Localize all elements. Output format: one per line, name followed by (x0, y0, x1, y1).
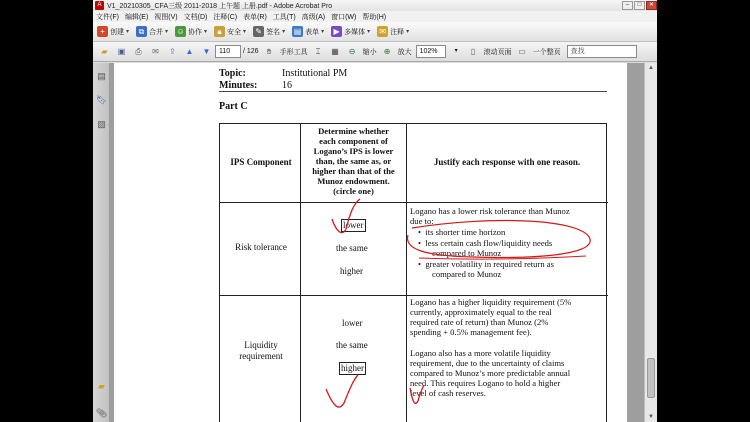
menu-view[interactable]: 视图(V) (154, 13, 178, 21)
signatures-icon[interactable]: ▧ (97, 119, 106, 129)
sign-icon: ✎ (253, 26, 264, 37)
row-liquidity-label: Liquidity requirement (239, 340, 283, 361)
zoom-level-select[interactable]: 102% (416, 45, 446, 58)
menu-edit[interactable]: 编辑(E) (124, 13, 149, 21)
page-down-icon[interactable]: ▼ (202, 47, 211, 56)
hand-tool-icon[interactable]: ✋︎ (266, 47, 272, 56)
document-area (110, 63, 644, 422)
menu-document[interactable]: 文档(D) (183, 13, 208, 21)
ink-annotations (114, 63, 627, 422)
combine-button[interactable]: ⧉ 合并 ▾ (136, 26, 168, 37)
liquidity-justification-2: Logano also has a more volatile liquidity requirement, due to the uncertainty of claims compared to Munoz’s more predictable annual need. This requires Logano to hold a higher level of cash reserves. (410, 348, 571, 398)
collaborate-icon: ☺ (176, 27, 185, 36)
scroll-mode-label[interactable]: 滚动页面 (483, 48, 512, 56)
list-item: • less certain cash flow/liquidity needs (418, 238, 553, 248)
menu-help[interactable]: 帮助(H) (362, 13, 387, 21)
menu-advanced[interactable]: 高级(A) (301, 13, 326, 21)
scroll-thumb[interactable] (647, 358, 655, 398)
zoom-in-icon[interactable]: ⊕ (383, 47, 391, 56)
scroll-up-icon[interactable]: ▲ (648, 65, 654, 71)
option-higher-selected: higher (341, 363, 364, 373)
col-header-component: IPS Component (230, 157, 292, 167)
navigation-panel (93, 63, 110, 422)
risk-justification-intro: Logano has a lower risk tolerance than Munoz due to: (410, 206, 570, 226)
menu-window[interactable]: 窗口(W) (331, 13, 357, 21)
liquidity-justification-1: Logano has a higher liquidity requirement (5% currently, approximately equal to the real required rate of return) than Munoz (2% spending + 0.5% management fee). (410, 297, 572, 337)
comment-icon: ✉ (377, 26, 388, 37)
open-folder-icon[interactable]: ▰ (101, 47, 108, 56)
comments-panel-icon[interactable]: ▰ (98, 381, 105, 391)
page-number-input[interactable]: 110 (215, 45, 241, 58)
create-icon: + (97, 26, 108, 37)
page-up-icon[interactable]: ▲ (185, 47, 194, 56)
checkmark-annotation (332, 199, 360, 233)
minutes-value: 16 (282, 80, 292, 91)
part-heading: Part C (219, 101, 248, 112)
zoom-out-label[interactable]: 缩小 (362, 48, 377, 56)
row-risk-tolerance-label: Risk tolerance (235, 242, 287, 252)
multimedia-button[interactable]: ▶ 多媒体 ▾ (331, 26, 370, 37)
minutes-label: Minutes: (219, 80, 258, 91)
secure-button[interactable]: 🔒︎ 安全 ▾ (214, 26, 246, 37)
menu-forms[interactable]: 表单(R) (243, 13, 267, 21)
option-same: the same (336, 340, 368, 350)
navigation-toolbar (93, 42, 657, 62)
sign-button[interactable]: ✎ 签名 ▾ (253, 26, 285, 37)
topic-value: Institutional PM (282, 68, 348, 79)
search-input[interactable]: 查找 (567, 45, 637, 58)
save-icon[interactable]: ▣ (117, 47, 126, 56)
menu-comments[interactable]: 注释(C) (213, 13, 238, 21)
menu-tools[interactable]: 工具(T) (272, 13, 296, 21)
task-toolbar (93, 22, 657, 42)
chevron-down-icon[interactable]: ▾ (454, 48, 458, 54)
option-higher: higher (340, 266, 363, 276)
upload-icon[interactable]: ⇪ (169, 47, 176, 56)
print-icon[interactable]: ⎙ (135, 47, 142, 56)
acrobat-window (93, 0, 657, 422)
lock-icon: 🔒︎ (214, 26, 225, 37)
create-button[interactable]: + 创建 ▾ (97, 26, 129, 37)
scroll-down-icon[interactable]: ▼ (648, 414, 654, 420)
zoom-in-label[interactable]: 放大 (397, 48, 412, 56)
select-tool-icon[interactable]: ⌶ (315, 47, 321, 56)
maximize-button[interactable]: □ (634, 1, 645, 10)
col-header-justify: Justify each response with one reason. (433, 157, 581, 167)
circle-annotation (408, 220, 591, 257)
window-title: V1_20210305_CFA三级 2011-2018 上午题 上册.pdf - Adobe Acrobat Pro (107, 2, 333, 10)
collaborate-button[interactable]: ☺ 协作 ▾ (176, 27, 208, 36)
title-bar (93, 0, 657, 11)
menu-file[interactable]: 文件(F) (96, 13, 119, 21)
close-button[interactable]: ✕ (646, 1, 657, 10)
attachments-icon[interactable]: 📎︎ (96, 408, 108, 418)
acrobat-logo-icon: A (95, 1, 104, 10)
option-lower-selected: lower (343, 220, 364, 230)
pdf-page (114, 63, 627, 422)
option-same: the same (336, 243, 368, 253)
checkmark-annotation (326, 375, 358, 407)
vertical-scrollbar[interactable] (644, 63, 657, 422)
col-header-determine: Determine whether each component of Logano’s IPS is lower than, the same as, or higher than that of the Munoz endowment. (circle one) (312, 126, 395, 196)
menu-bar (93, 11, 657, 22)
multimedia-icon: ▶ (331, 26, 342, 37)
hand-tool-label[interactable]: 手形工具 (279, 48, 308, 56)
single-page-icon[interactable]: ▭ (518, 47, 526, 56)
comment-button[interactable]: ✉ 注释 ▾ (377, 26, 409, 37)
zoom-out-icon[interactable]: ⊖ (348, 47, 356, 56)
snapshot-icon[interactable]: ▦ (331, 47, 339, 56)
list-item: • its shorter time horizon (418, 227, 506, 237)
scroll-mode-icon[interactable]: ▯ (470, 47, 476, 56)
checkmark-annotation (410, 385, 424, 403)
forms-button[interactable]: ▤ 表单 ▾ (293, 27, 325, 36)
pages-icon[interactable]: ▤ (97, 71, 106, 81)
email-icon[interactable]: ✉ (152, 47, 159, 56)
single-page-label[interactable]: 一个整页 (532, 48, 561, 56)
combine-icon: ⧉ (136, 26, 147, 37)
topic-label: Topic: (219, 68, 246, 79)
minimize-button[interactable]: – (622, 1, 633, 10)
risk-bullets: • its shorter time horizon • less certain cash flow/liquidity needs compared to Munoz • greater volatility in required return as compared to Munoz (418, 227, 606, 279)
page-total: / 126 (243, 48, 259, 55)
form-icon: ▤ (293, 27, 302, 36)
list-item: • greater volatility in required return as (418, 259, 554, 269)
bookmarks-icon[interactable]: 🔖︎ (96, 95, 108, 105)
option-lower: lower (342, 318, 363, 328)
